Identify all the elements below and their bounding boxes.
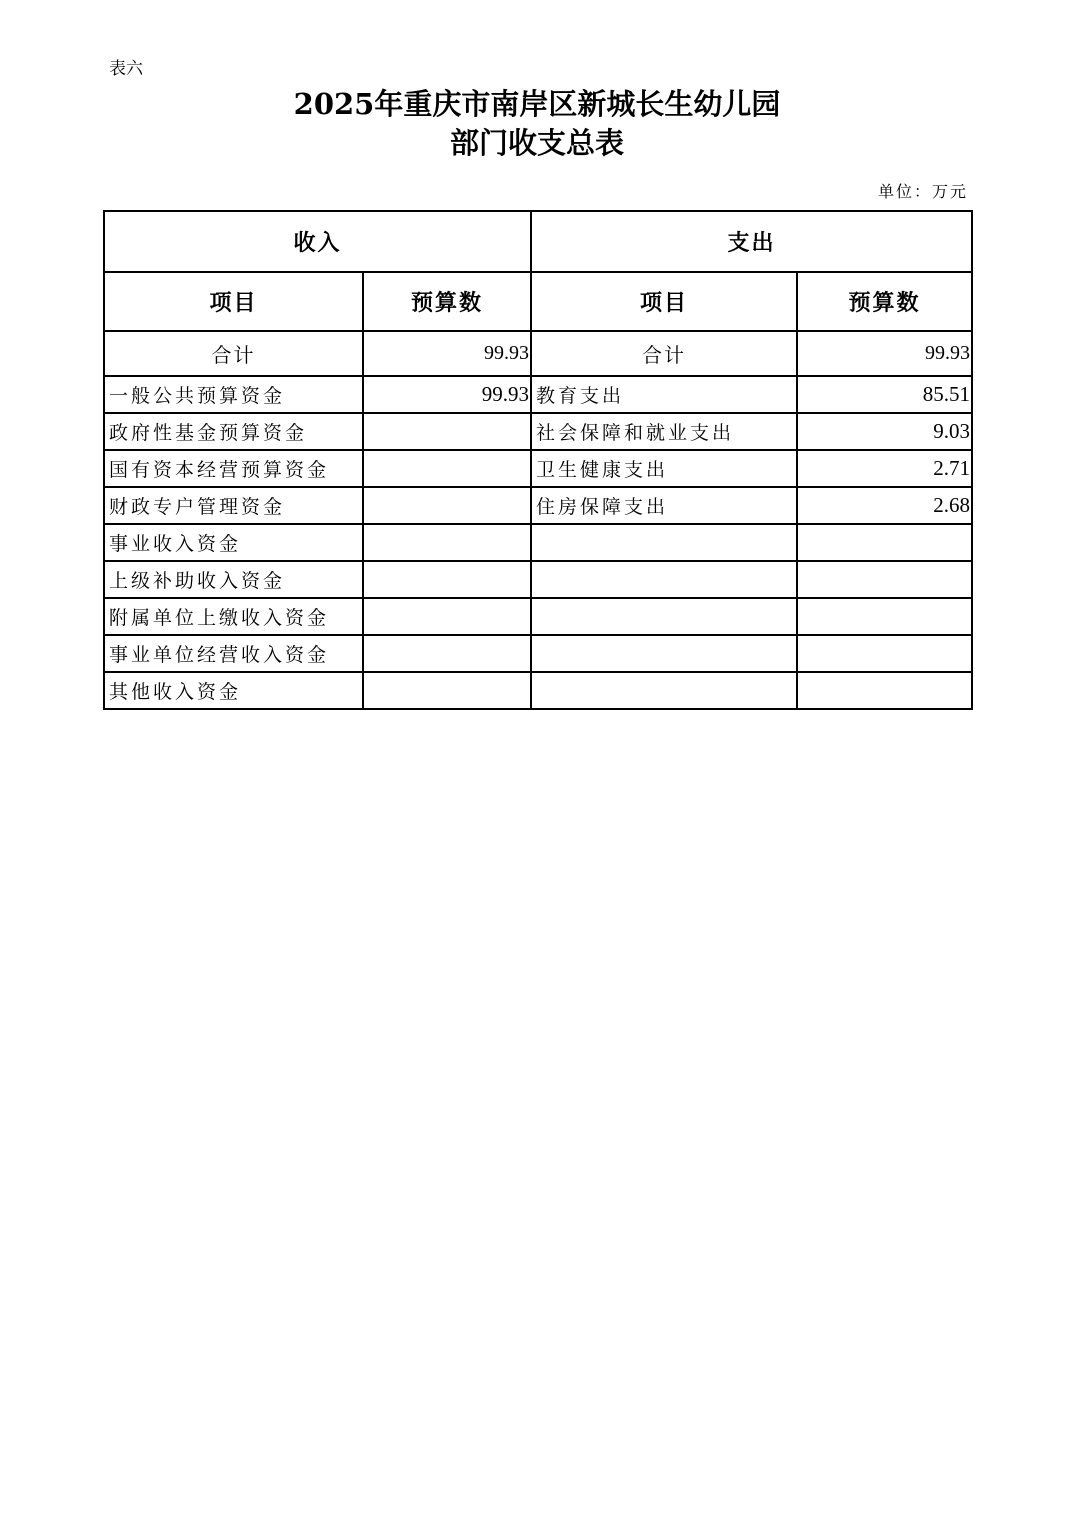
table-number: 表六 xyxy=(109,59,143,79)
expense-value-cell xyxy=(797,561,972,598)
income-total-value: 99.93 xyxy=(363,331,531,376)
expense-item-cell xyxy=(531,561,797,598)
column-header-row xyxy=(104,272,972,331)
expense-value-cell xyxy=(797,598,972,635)
expense-item-header: 项目 xyxy=(531,272,797,331)
total-row xyxy=(104,331,972,376)
table-row xyxy=(104,635,972,672)
expense-item-cell xyxy=(531,524,797,561)
expense-total-value: 99.93 xyxy=(797,331,972,376)
table-body xyxy=(104,376,972,709)
page-title: 2025年重庆市南岸区新城长生幼儿园 xyxy=(293,87,781,121)
table-row xyxy=(104,450,972,487)
income-item-cell: 国有资本经营预算资金 xyxy=(104,450,363,487)
table-row xyxy=(104,672,972,709)
expense-total-label: 合计 xyxy=(531,331,797,376)
income-item-cell: 附属单位上缴收入资金 xyxy=(104,598,363,635)
income-item-cell: 一般公共预算资金 xyxy=(104,376,363,413)
income-value-cell xyxy=(363,561,531,598)
expense-item-cell xyxy=(531,635,797,672)
income-value-cell xyxy=(363,413,531,450)
table-row xyxy=(104,413,972,450)
income-budget-header: 预算数 xyxy=(363,272,531,331)
expense-value-cell: 2.71 xyxy=(797,450,972,487)
expense-value-cell xyxy=(797,524,972,561)
section-header-row xyxy=(104,211,972,272)
expense-header: 支出 xyxy=(531,211,972,272)
income-value-cell xyxy=(363,450,531,487)
income-value-cell xyxy=(363,524,531,561)
expense-value-cell xyxy=(797,672,972,709)
income-item-header: 项目 xyxy=(104,272,363,331)
table-row xyxy=(104,376,972,413)
income-value-cell xyxy=(363,487,531,524)
expense-item-cell xyxy=(531,598,797,635)
page-subtitle: 部门收支总表 xyxy=(449,126,624,160)
income-item-cell: 事业收入资金 xyxy=(104,524,363,561)
expense-item-cell: 卫生健康支出 xyxy=(531,450,797,487)
income-item-cell: 事业单位经营收入资金 xyxy=(104,635,363,672)
income-value-cell xyxy=(363,598,531,635)
budget-summary-table xyxy=(103,210,973,710)
income-item-cell: 政府性基金预算资金 xyxy=(104,413,363,450)
expense-item-cell: 社会保障和就业支出 xyxy=(531,413,797,450)
expense-item-cell: 住房保障支出 xyxy=(531,487,797,524)
table-row xyxy=(104,524,972,561)
table-row xyxy=(104,487,972,524)
unit-label: 单位：万元 xyxy=(877,182,968,201)
income-value-cell xyxy=(363,635,531,672)
income-total-label: 合计 xyxy=(104,331,363,376)
income-item-cell: 上级补助收入资金 xyxy=(104,561,363,598)
table-row xyxy=(104,598,972,635)
expense-value-cell: 9.03 xyxy=(797,413,972,450)
expense-value-cell xyxy=(797,635,972,672)
table-row xyxy=(104,561,972,598)
expense-item-cell xyxy=(531,672,797,709)
income-item-cell: 财政专户管理资金 xyxy=(104,487,363,524)
expense-budget-header: 预算数 xyxy=(797,272,972,331)
expense-item-cell: 教育支出 xyxy=(531,376,797,413)
income-value-cell xyxy=(363,672,531,709)
income-value-cell: 99.93 xyxy=(363,376,531,413)
expense-value-cell: 85.51 xyxy=(797,376,972,413)
income-item-cell: 其他收入资金 xyxy=(104,672,363,709)
expense-value-cell: 2.68 xyxy=(797,487,972,524)
income-header: 收入 xyxy=(104,211,531,272)
